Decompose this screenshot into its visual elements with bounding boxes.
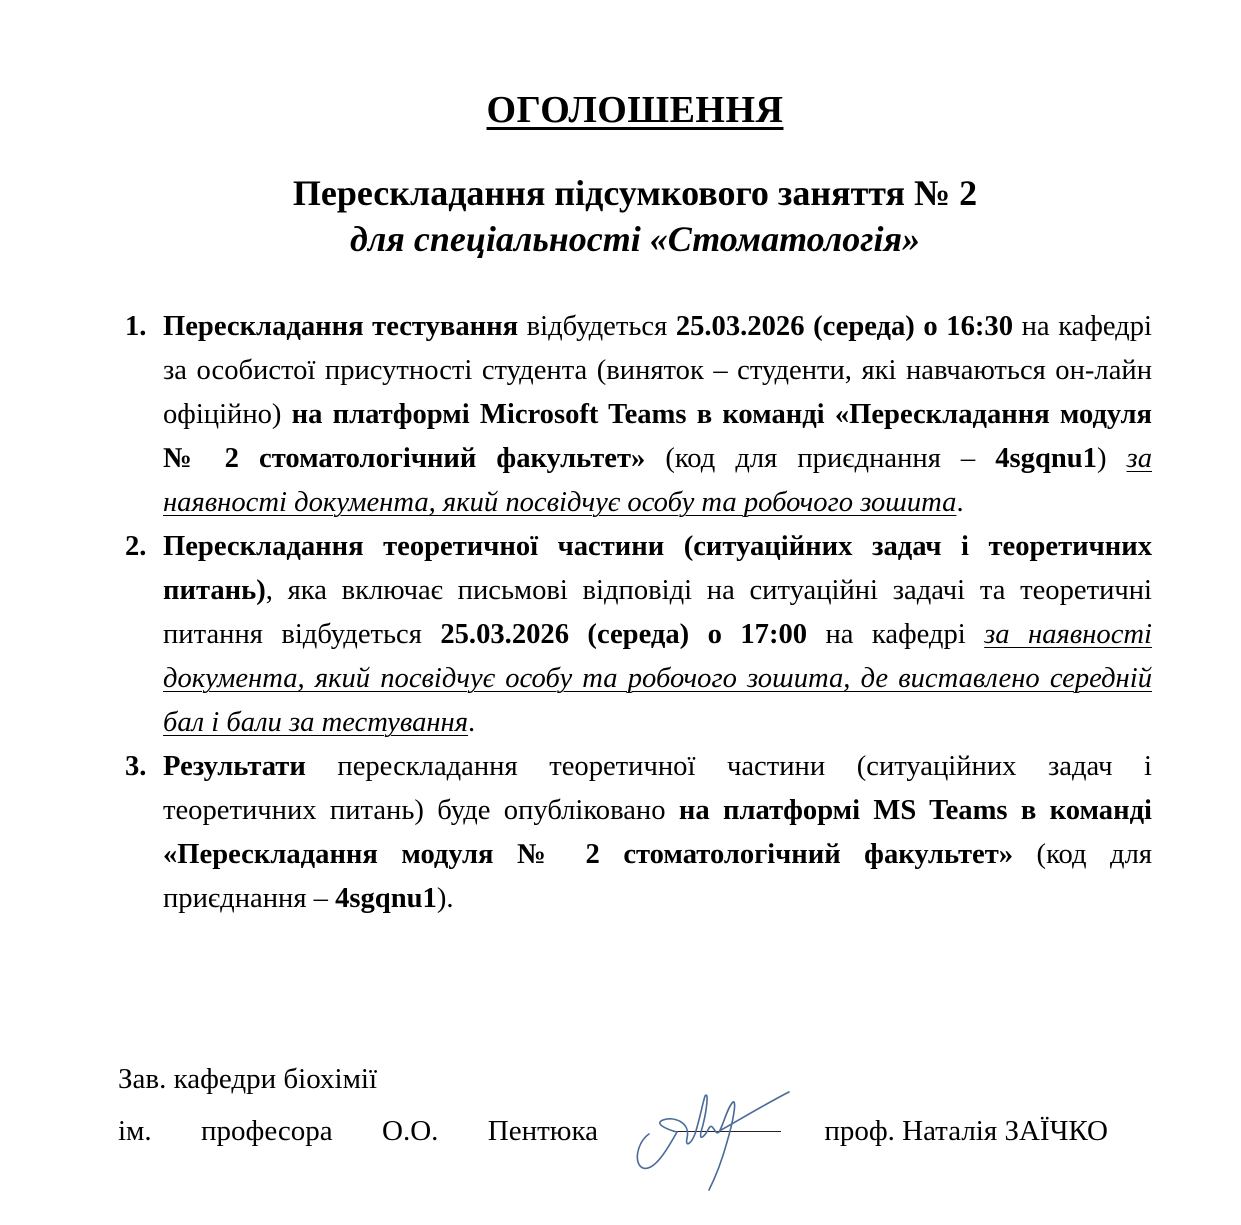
bold-text: на платформі Microsoft Teams в команді «Перескладання модуля № 2 стоматологічний факультет» xyxy=(163,399,1153,474)
handwritten-signature-icon xyxy=(629,1072,799,1192)
bold-text: 25.03.2026 (середа) о 16:30 xyxy=(675,311,1014,342)
signer-name: проф. Наталія ЗАЇЧКО xyxy=(824,1115,1108,1147)
position-word: О.О. xyxy=(382,1115,439,1147)
list-item xyxy=(121,525,1152,745)
text-segment: перескладання теоретичної частини (ситуаційних задач і теоретичних питань) буде опубліковано xyxy=(163,751,1152,826)
text-segment: . xyxy=(956,487,964,518)
bold-text: на платформі MS Teams в команді «Перескладання модуля № 2 стоматологічний факультет» xyxy=(163,795,1152,870)
list-item-text xyxy=(163,531,1152,738)
underlined-requirement-text: за наявності документа, який посвідчує особу та робочого зошита, де виставлено середній бал і бали за тестування xyxy=(163,619,1152,738)
signer-position-line-2 xyxy=(118,1100,1108,1152)
position-word: ім. xyxy=(118,1115,152,1147)
signature-block xyxy=(118,1058,1108,1152)
signature-field xyxy=(641,1100,781,1140)
signer-department xyxy=(118,1110,598,1152)
list-item-number: 2. xyxy=(125,531,147,562)
subtitle-line-2: для спеціальності «Стоматологія» xyxy=(349,219,921,259)
announcement-title: ОГОЛОШЕННЯ xyxy=(486,89,784,131)
bold-text: 4sgqnu1 xyxy=(995,443,1097,474)
list-item-text xyxy=(163,311,1152,518)
text-segment: (код для приєднання – xyxy=(645,443,996,474)
position-word: Пентюка xyxy=(487,1115,598,1147)
subtitle-line-1: Перескладання підсумкового заняття № 2 xyxy=(292,173,978,213)
bold-text: Результати xyxy=(163,751,306,782)
bold-text: Перескладання тестування xyxy=(163,311,519,342)
bold-text: 4sgqnu1 xyxy=(335,883,437,914)
text-segment: на кафедрі xyxy=(807,619,985,650)
announcement-list xyxy=(121,305,1152,921)
announcement-subtitle xyxy=(0,170,1241,262)
list-item-number: 3. xyxy=(125,751,147,782)
text-segment: ). xyxy=(436,883,454,914)
bold-text: 25.03.2026 (середа) о 17:00 xyxy=(440,619,808,650)
bold-text: Перескладання теоретичної частини (ситуаційних задач і теоретичних питань) xyxy=(163,531,1152,606)
list-item xyxy=(121,305,1152,525)
text-segment: ) xyxy=(1096,443,1127,474)
text-segment: відбудеться xyxy=(518,311,676,342)
list-item-number: 1. xyxy=(125,311,147,342)
list-item-text xyxy=(163,751,1152,914)
signer-position-line-1: Зав. кафедри біохімії xyxy=(118,1063,378,1095)
underlined-requirement-text: за наявності документа, який посвідчує особу та робочого зошита xyxy=(163,443,1152,518)
position-word: професора xyxy=(201,1115,333,1147)
list-item xyxy=(121,745,1152,921)
text-segment: на кафедрі за особистої присутності студента (виняток – студенти, які навчаються он-лайн офіційно) xyxy=(163,311,1152,430)
text-segment: . xyxy=(468,707,476,738)
text-segment: , яка включає письмові відповіді на ситуаційні задачі та теоретичні питання відбудеться xyxy=(163,575,1152,650)
text-segment: (код для приєднання – xyxy=(163,839,1152,914)
